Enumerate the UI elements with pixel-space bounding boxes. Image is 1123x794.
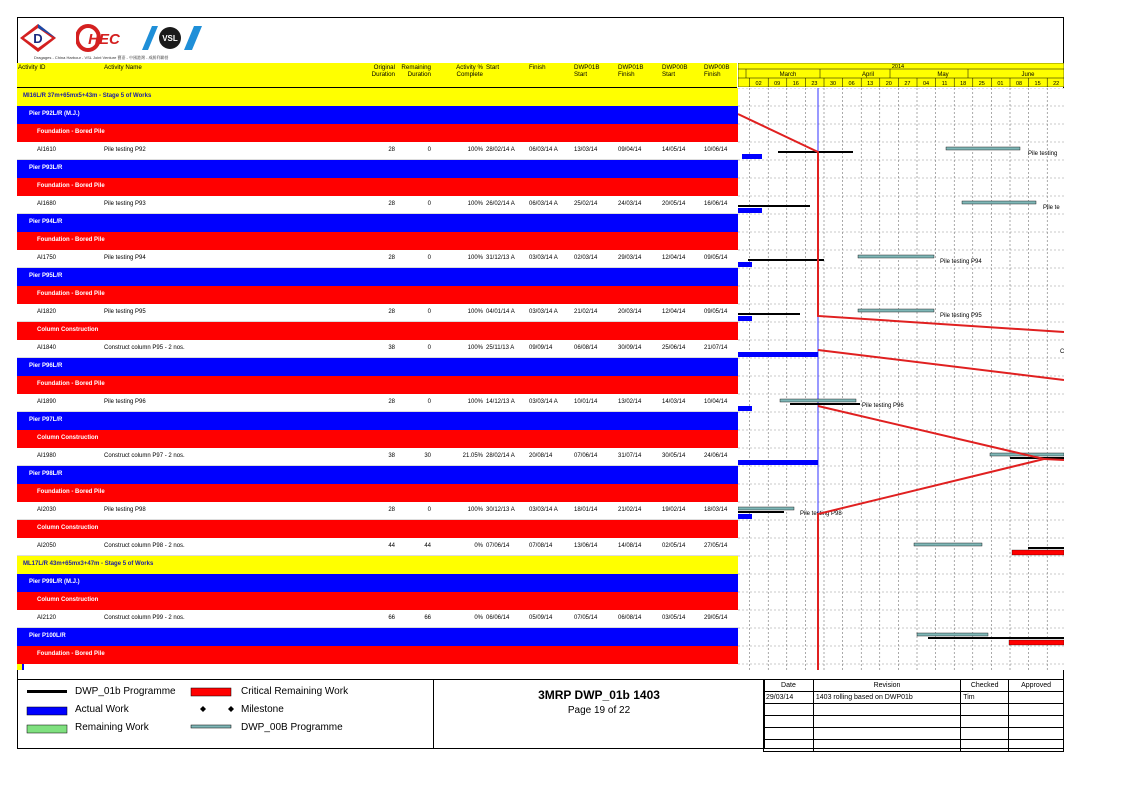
activity-id: AI2050 bbox=[37, 543, 57, 549]
percent-complete: 100% bbox=[467, 507, 483, 513]
legend-swatches-right bbox=[189, 686, 249, 736]
critical-bar bbox=[1012, 550, 1064, 555]
start-date: 04/01/14 A bbox=[486, 309, 515, 315]
column-header bbox=[17, 63, 737, 88]
week-label: 08 bbox=[1015, 81, 1023, 87]
activity-id: AI1980 bbox=[37, 453, 57, 459]
wbs-pier-band bbox=[17, 106, 738, 124]
dwp01b-start: 10/01/14 bbox=[574, 399, 598, 405]
rev-cell: 1403 rolling based on DWP01b bbox=[813, 692, 960, 704]
rev-header-checked: Checked bbox=[961, 680, 1009, 692]
finish-date: 06/03/14 A bbox=[529, 147, 558, 153]
dwp00b-bar bbox=[858, 309, 934, 312]
rev-cell bbox=[813, 740, 960, 752]
dwp00b-finish: 10/06/14 bbox=[704, 147, 728, 153]
wbs-label: Foundation - Bored Pile bbox=[37, 291, 105, 297]
wbs-project-band bbox=[17, 88, 738, 106]
activity-row bbox=[17, 142, 738, 160]
original-duration: 28 bbox=[388, 201, 395, 207]
remaining-duration: 0 bbox=[427, 507, 431, 513]
dwp00b-finish: 18/03/14 bbox=[704, 507, 728, 513]
activity-id: AI1610 bbox=[37, 147, 57, 153]
start-date: 28/02/14 A bbox=[486, 147, 515, 153]
wbs-project-band bbox=[17, 556, 738, 574]
dwp00b-bar bbox=[780, 399, 856, 402]
rev-cell bbox=[1009, 740, 1064, 752]
chec-logo-icon bbox=[76, 24, 128, 52]
legend-actual: Actual Work bbox=[75, 704, 129, 715]
dwp00b-start: 14/03/14 bbox=[662, 399, 686, 405]
critical-bar bbox=[1009, 640, 1064, 645]
start-date: 26/02/14 A bbox=[486, 201, 515, 207]
wbs-label: Foundation - Bored Pile bbox=[37, 237, 105, 243]
dwp00b-finish: 29/05/14 bbox=[704, 615, 728, 621]
actual-bar bbox=[738, 514, 752, 519]
week-label: 01 bbox=[997, 81, 1004, 87]
legend-milestone: Milestone bbox=[241, 704, 284, 715]
wbs-label: Column Construction bbox=[37, 525, 99, 531]
wbs-label: Pier P100L/R bbox=[29, 633, 66, 639]
actual-bar bbox=[738, 352, 818, 357]
rev-cell bbox=[961, 716, 1009, 728]
bar-label: Pile testing P96 bbox=[862, 403, 904, 409]
remaining-swatch bbox=[27, 725, 67, 733]
start-date: 30/12/13 A bbox=[486, 507, 515, 513]
activity-row bbox=[17, 610, 738, 628]
actual-bar bbox=[738, 262, 752, 267]
dwp00b-start: 12/04/14 bbox=[662, 309, 686, 315]
legend-dwp00b: DWP_00B Programme bbox=[241, 722, 343, 733]
wbs-label: Foundation - Bored Pile bbox=[37, 489, 105, 495]
activity-name: Pile testing P98 bbox=[104, 507, 146, 513]
finish-date: 05/09/14 bbox=[529, 615, 553, 621]
col-dwp00b-finish: DWP00B Finish bbox=[704, 64, 730, 78]
wbs-label: ML17L/R 43m+65mx3+47m - Stage 5 of Works bbox=[23, 561, 154, 567]
activity-row bbox=[17, 538, 738, 556]
svg-text:D: D bbox=[33, 31, 43, 46]
week-label: 20 bbox=[885, 81, 892, 87]
wbs-label: Column Construction bbox=[37, 327, 99, 333]
dwp01b-finish: 06/08/14 bbox=[618, 615, 642, 621]
month-label: May bbox=[937, 72, 949, 78]
wbs-pier-band bbox=[17, 268, 738, 286]
dwp01b-finish: 31/07/14 bbox=[618, 453, 642, 459]
finish-date: 20/08/14 bbox=[529, 453, 553, 459]
week-label: 04 bbox=[922, 81, 930, 87]
actual-bar bbox=[738, 460, 818, 465]
wbs-label: Pier P93L/R bbox=[29, 165, 63, 171]
gantt-chart bbox=[738, 88, 1064, 670]
dwp01b-start: 25/02/14 bbox=[574, 201, 598, 207]
wbs-label: Pier P99L/R (M.J.) bbox=[29, 579, 80, 585]
wbs-label: Column Construction bbox=[37, 597, 99, 603]
dwp00b-finish: 21/07/14 bbox=[704, 345, 728, 351]
dwp00b-bar bbox=[917, 633, 988, 636]
dwp01b-start: 18/01/14 bbox=[574, 507, 598, 513]
activity-id: AI2030 bbox=[37, 507, 57, 513]
progress-line bbox=[1044, 459, 1064, 460]
wbs-label: Pier P96L/R bbox=[29, 363, 63, 369]
rev-cell bbox=[1009, 716, 1064, 728]
activity-name: Construct column P97 - 2 nos. bbox=[104, 453, 185, 459]
rev-cell bbox=[813, 716, 960, 728]
activity-row bbox=[17, 448, 738, 466]
wbs-work-band bbox=[17, 286, 738, 304]
rev-cell bbox=[764, 716, 814, 728]
finish-date: 03/03/14 A bbox=[529, 399, 558, 405]
remaining-duration: 0 bbox=[427, 309, 431, 315]
original-duration: 28 bbox=[388, 147, 395, 153]
percent-complete: 0% bbox=[474, 615, 483, 621]
dwp00b-swatch bbox=[191, 725, 231, 728]
start-date: 25/11/13 A bbox=[486, 345, 515, 351]
svg-text:VSL: VSL bbox=[162, 34, 178, 43]
percent-complete: 100% bbox=[467, 255, 483, 261]
activity-row bbox=[17, 304, 738, 322]
legend-swatches-left bbox=[25, 686, 71, 736]
finish-date: 07/08/14 bbox=[529, 543, 553, 549]
wbs-label: Pier P95L/R bbox=[29, 273, 63, 279]
col-remaining-duration: Remaining Duration bbox=[401, 64, 431, 78]
logo-bar bbox=[18, 18, 738, 62]
original-duration: 28 bbox=[388, 255, 395, 261]
dwp01b-finish: 20/03/14 bbox=[618, 309, 642, 315]
col-finish: Finish bbox=[529, 64, 546, 71]
week-label: 22 bbox=[1053, 81, 1060, 87]
wbs-label: Foundation - Bored Pile bbox=[37, 651, 105, 657]
wbs-work-band bbox=[17, 232, 738, 250]
remaining-duration: 0 bbox=[427, 345, 431, 351]
remaining-duration: 0 bbox=[427, 147, 431, 153]
activity-name: Pile testing P92 bbox=[104, 147, 146, 153]
rev-header-date: Date bbox=[764, 680, 814, 692]
gantt-timescale bbox=[738, 63, 1064, 87]
wbs-work-band bbox=[17, 322, 738, 340]
activity-id: AI1750 bbox=[37, 255, 57, 261]
rev-cell bbox=[813, 728, 960, 740]
activity-id: AI1680 bbox=[37, 201, 57, 207]
rev-cell bbox=[961, 740, 1009, 752]
activity-name: Pile testing P94 bbox=[104, 255, 146, 261]
week-label: 23 bbox=[811, 81, 818, 87]
activity-row bbox=[17, 394, 738, 412]
finish-date: 09/09/14 bbox=[529, 345, 553, 351]
revision-table bbox=[763, 679, 1064, 752]
dwp00b-finish: 10/04/14 bbox=[704, 399, 728, 405]
wbs-pier-band bbox=[17, 160, 738, 178]
milestone-icon-2 bbox=[228, 706, 234, 712]
activity-name: Construct column P98 - 2 nos. bbox=[104, 543, 185, 549]
dwp01b-finish: 13/02/14 bbox=[618, 399, 642, 405]
dwp01b-finish: 29/03/14 bbox=[618, 255, 642, 261]
percent-complete: 100% bbox=[467, 345, 483, 351]
week-label: 16 bbox=[792, 81, 799, 87]
activity-row bbox=[17, 250, 738, 268]
wbs-pier-band bbox=[17, 574, 738, 592]
dwp01b-bar bbox=[738, 313, 800, 315]
dwp00b-start: 03/05/14 bbox=[662, 615, 686, 621]
dwp01b-bar bbox=[738, 205, 810, 207]
dwp00b-start: 14/05/14 bbox=[662, 147, 686, 153]
legend-critical: Critical Remaining Work bbox=[241, 686, 349, 697]
activity-id: AI2120 bbox=[37, 615, 57, 621]
bar-label: Pile testing P95 bbox=[940, 313, 982, 319]
svg-text:HEC: HEC bbox=[88, 31, 120, 48]
week-label: 02 bbox=[755, 81, 762, 87]
wbs-work-band bbox=[17, 430, 738, 448]
actual-bar bbox=[742, 154, 762, 159]
col-original-duration: Original Duration bbox=[371, 64, 395, 78]
dwp01b-finish: 14/08/14 bbox=[618, 543, 642, 549]
actual-bar bbox=[738, 316, 752, 321]
original-duration: 66 bbox=[388, 615, 395, 621]
legend-remaining: Remaining Work bbox=[75, 722, 149, 733]
dwp00b-bar bbox=[914, 543, 982, 546]
legend-dwp01b: DWP_01b Programme bbox=[75, 686, 176, 697]
original-duration: 38 bbox=[388, 345, 395, 351]
start-date: 06/06/14 bbox=[486, 615, 510, 621]
rev-header-approved: Approved bbox=[1009, 680, 1064, 692]
dwp00b-finish: 27/05/14 bbox=[704, 543, 728, 549]
jv-caption: Dragages - China Harbour - VSL Joint Venture 寶嘉 - 中國港灣 - 威勝利聯營 bbox=[34, 55, 169, 60]
wbs-label: MI16L/R 37m+65mx5+43m - Stage 5 of Works bbox=[23, 93, 152, 99]
bar-label: Pile testing P94 bbox=[940, 259, 982, 265]
remaining-duration: 66 bbox=[424, 615, 431, 621]
dwp01b-start: 07/06/14 bbox=[574, 453, 598, 459]
dwp00b-start: 20/05/14 bbox=[662, 201, 686, 207]
remaining-duration: 0 bbox=[427, 201, 431, 207]
wbs-work-band bbox=[17, 124, 738, 142]
activity-id: AI1820 bbox=[37, 309, 57, 315]
activity-row bbox=[17, 502, 738, 520]
wbs-work-band bbox=[17, 592, 738, 610]
percent-complete: 100% bbox=[467, 399, 483, 405]
dwp01b-start: 07/05/14 bbox=[574, 615, 598, 621]
dwp00b-finish: 24/06/14 bbox=[704, 453, 728, 459]
dwp01b-start: 13/06/14 bbox=[574, 543, 598, 549]
week-label: 13 bbox=[867, 81, 874, 87]
dwp00b-start: 12/04/14 bbox=[662, 255, 686, 261]
dwp00b-finish: 09/05/14 bbox=[704, 309, 728, 315]
activity-id: AI1840 bbox=[37, 345, 57, 351]
week-label: 27 bbox=[904, 81, 911, 87]
rev-cell bbox=[1009, 692, 1064, 704]
dwp01b-finish: 30/09/14 bbox=[618, 345, 642, 351]
remaining-duration: 30 bbox=[424, 453, 431, 459]
activity-id: AI1890 bbox=[37, 399, 57, 405]
original-duration: 38 bbox=[388, 453, 395, 459]
page-number: Page 19 of 22 bbox=[567, 705, 631, 716]
col-dwp01b-start: DWP01B Start bbox=[574, 64, 600, 78]
rev-cell: Tim bbox=[961, 692, 1009, 704]
bar-label: Pile testing P98 bbox=[800, 511, 842, 517]
remaining-duration: 44 bbox=[424, 543, 431, 549]
title-block bbox=[433, 679, 765, 749]
percent-complete: 100% bbox=[467, 201, 483, 207]
percent-complete: 0% bbox=[474, 543, 483, 549]
wbs-label: Foundation - Bored Pile bbox=[37, 183, 105, 189]
dwp01b-bar bbox=[748, 259, 824, 261]
wbs-work-band bbox=[17, 376, 738, 394]
wbs-label: Pier P97L/R bbox=[29, 417, 63, 423]
wbs-work-band bbox=[17, 520, 738, 538]
wbs-pier-band bbox=[17, 628, 738, 646]
dwp01b-swatch bbox=[27, 690, 67, 693]
activity-row bbox=[17, 340, 738, 358]
actual-swatch bbox=[27, 707, 67, 715]
week-label: 11 bbox=[941, 81, 948, 87]
start-date: 14/12/13 A bbox=[486, 399, 515, 405]
dwp00b-finish: 09/05/14 bbox=[704, 255, 728, 261]
col-percent-complete: Activity % Complete bbox=[456, 64, 483, 78]
wbs-pier-band bbox=[17, 466, 738, 484]
finish-date: 03/03/14 A bbox=[529, 507, 558, 513]
actual-bar bbox=[738, 406, 752, 411]
wbs-label: Pier P92L/R (M.J.) bbox=[29, 111, 80, 117]
col-activity-id: Activity ID bbox=[18, 64, 46, 71]
wbs-pier-band bbox=[17, 214, 738, 232]
finish-date: 06/03/14 A bbox=[529, 201, 558, 207]
original-duration: 44 bbox=[388, 543, 395, 549]
original-duration: 28 bbox=[388, 309, 395, 315]
week-label: 25 bbox=[978, 81, 985, 87]
activity-row bbox=[17, 196, 738, 214]
actual-bar bbox=[738, 208, 762, 213]
activity-name: Construct column P95 - 2 nos. bbox=[104, 345, 185, 351]
dwp01b-start: 13/03/14 bbox=[574, 147, 598, 153]
dwp00b-bar bbox=[858, 255, 934, 258]
wbs-label: Pier P94L/R bbox=[29, 219, 63, 225]
dwp01b-start: 21/02/14 bbox=[574, 309, 598, 315]
remaining-duration: 0 bbox=[427, 399, 431, 405]
rev-cell: 29/03/14 bbox=[764, 692, 814, 704]
year-label: 2014 bbox=[891, 64, 905, 70]
rev-cell bbox=[961, 704, 1009, 716]
dwp01b-bar bbox=[790, 403, 860, 405]
dwp00b-bar bbox=[946, 147, 1020, 150]
rev-cell bbox=[1009, 704, 1064, 716]
dwp01b-start: 02/03/14 bbox=[574, 255, 598, 261]
dwp00b-start: 25/06/14 bbox=[662, 345, 686, 351]
report-title: 3MRP DWP_01b 1403 bbox=[538, 688, 660, 702]
dwp01b-finish: 21/02/14 bbox=[618, 507, 642, 513]
dwp01b-bar bbox=[1028, 547, 1064, 549]
dwp00b-bar bbox=[738, 507, 794, 510]
original-duration: 28 bbox=[388, 399, 395, 405]
gantt-bg bbox=[738, 88, 1064, 670]
dwp00b-bar bbox=[962, 201, 1036, 204]
bar-label: Pile te bbox=[1043, 205, 1060, 211]
col-dwp01b-finish: DWP01B Finish bbox=[618, 64, 644, 78]
dwp01b-finish: 09/04/14 bbox=[618, 147, 642, 153]
dwp01b-bar bbox=[928, 637, 1064, 639]
dragages-logo-icon bbox=[20, 24, 56, 52]
dwp00b-start: 30/05/14 bbox=[662, 453, 686, 459]
finish-date: 03/03/14 A bbox=[529, 255, 558, 261]
start-date: 28/02/14 A bbox=[486, 453, 515, 459]
dwp01b-start: 06/08/14 bbox=[574, 345, 598, 351]
rev-cell bbox=[1009, 728, 1064, 740]
rev-cell bbox=[813, 704, 960, 716]
milestone-icon bbox=[200, 706, 206, 712]
week-label: 30 bbox=[829, 81, 837, 87]
month-label: March bbox=[779, 72, 797, 78]
wbs-label: Foundation - Bored Pile bbox=[37, 129, 105, 135]
wbs-label: Foundation - Bored Pile bbox=[37, 381, 105, 387]
week-label: 06 bbox=[848, 81, 855, 87]
wbs-pier-band bbox=[17, 412, 738, 430]
week-label: 15 bbox=[1034, 81, 1041, 87]
month-label: June bbox=[1021, 72, 1035, 78]
week-label: 18 bbox=[960, 81, 967, 87]
vsl-logo-icon bbox=[136, 24, 206, 52]
rev-header-revision: Revision bbox=[813, 680, 960, 692]
wbs-work-band bbox=[17, 484, 738, 502]
wbs-label: Column Construction bbox=[37, 435, 99, 441]
wbs-work-band bbox=[17, 178, 738, 196]
rev-cell bbox=[961, 728, 1009, 740]
month-label: April bbox=[861, 72, 875, 78]
rev-cell bbox=[764, 740, 814, 752]
percent-complete: 21.05% bbox=[462, 453, 483, 459]
activity-name: Construct column P99 - 2 nos. bbox=[104, 615, 185, 621]
week-label: 09 bbox=[774, 81, 781, 87]
col-start: Start bbox=[486, 64, 500, 71]
dwp00b-start: 02/05/14 bbox=[662, 543, 686, 549]
finish-date: 03/03/14 A bbox=[529, 309, 558, 315]
remaining-duration: 0 bbox=[427, 255, 431, 261]
original-duration: 28 bbox=[388, 507, 395, 513]
wbs-pier-band bbox=[17, 358, 738, 376]
bar-label: Pile testing bbox=[1028, 151, 1058, 157]
activity-name: Pile testing P95 bbox=[104, 309, 146, 315]
dwp00b-finish: 16/06/14 bbox=[704, 201, 728, 207]
revision-block bbox=[763, 679, 1064, 749]
critical-swatch bbox=[191, 688, 231, 696]
col-dwp00b-start: DWP00B Start bbox=[662, 64, 688, 78]
start-date: 07/06/14 bbox=[486, 543, 510, 549]
dwp01b-finish: 24/03/14 bbox=[618, 201, 642, 207]
dwp00b-start: 19/02/14 bbox=[662, 507, 686, 513]
bar-label: C bbox=[1060, 349, 1064, 355]
rev-cell bbox=[764, 704, 814, 716]
wbs-work-band bbox=[17, 646, 738, 664]
percent-complete: 100% bbox=[467, 147, 483, 153]
start-date: 31/12/13 A bbox=[486, 255, 515, 261]
activity-name: Pile testing P96 bbox=[104, 399, 146, 405]
rev-cell bbox=[764, 728, 814, 740]
col-activity-name: Activity Name bbox=[104, 64, 142, 71]
activity-name: Pile testing P93 bbox=[104, 201, 146, 207]
wbs-label: Pier P98L/R bbox=[29, 471, 63, 477]
dwp01b-bar bbox=[738, 511, 784, 513]
percent-complete: 100% bbox=[467, 309, 483, 315]
